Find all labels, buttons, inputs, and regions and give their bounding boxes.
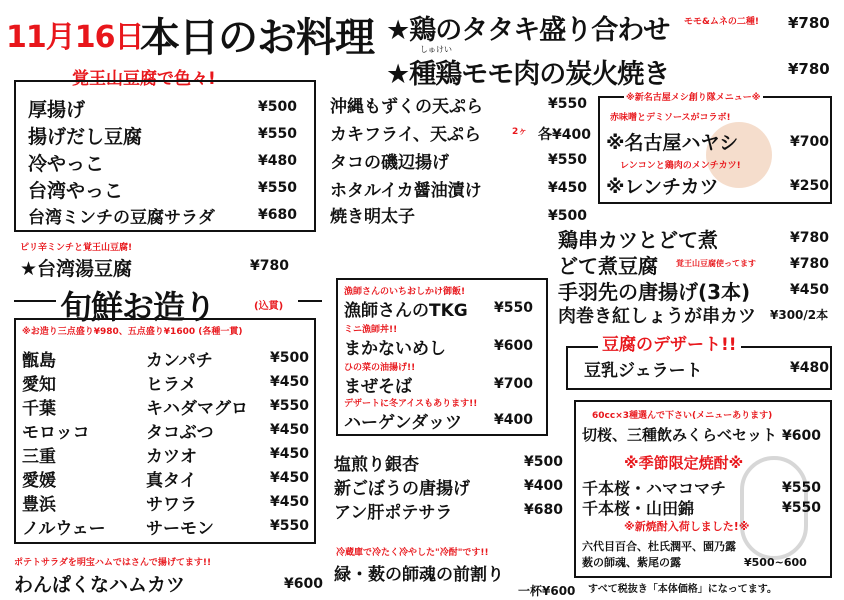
list-item-price: ¥550 <box>548 152 587 168</box>
dessert-item: 豆乳ジェラート <box>584 361 703 381</box>
sashimi-origin: 三重 <box>22 447 56 467</box>
sashimi-rule-left <box>14 300 56 302</box>
list-item-price: ¥400 <box>524 478 563 494</box>
fisherman-item1: 漁師さんのTKG <box>344 301 468 321</box>
sashimi-origin: 甑島 <box>22 351 56 371</box>
sashimi-rule-right <box>298 300 322 302</box>
list-item-price: ¥500 <box>524 454 563 470</box>
tasting-set: 切桜、三種飲みくらべセット <box>582 426 778 444</box>
sashimi-origin: 愛知 <box>22 375 56 395</box>
tofu-extra-name: ★台湾湯豆腐 <box>20 258 133 280</box>
nagoya-item1: ※名古屋ハヤシ <box>606 132 739 154</box>
list-item: 手羽先の唐揚げ(3本) <box>558 280 751 304</box>
fisherman-note2: ミニ漁師丼!! <box>344 325 398 335</box>
sashimi-origin: 愛媛 <box>22 471 56 491</box>
list-item: 焼き明太子 <box>330 207 415 227</box>
sashimi-fish: 真タイ <box>146 471 197 491</box>
season-item2: 千本桜・山田錦 <box>582 499 695 518</box>
sashimi-origin: ノルウェー <box>22 519 106 539</box>
list-item: 揚げだし豆腐 <box>28 126 143 148</box>
list-item-price: ¥550 <box>548 96 587 112</box>
reishu-price: 一杯¥600 <box>518 584 576 598</box>
list-item: ホタルイカ醤油漬け <box>330 181 482 201</box>
page-title: 本日のお料理 <box>140 15 374 61</box>
sashimi-origin: 豊浜 <box>22 495 56 515</box>
sashimi-price: ¥550 <box>270 398 309 414</box>
reishu-name: 緑・薮の師魂の前割り <box>334 565 504 585</box>
list-item: アン肝ポテサラ <box>334 503 453 523</box>
sashimi-price: ¥450 <box>270 494 309 510</box>
list-item-price: ¥500 <box>548 208 587 224</box>
list-item-price: ¥780 <box>790 230 829 246</box>
nagoya-item2: ※レンチカツ <box>606 176 719 198</box>
nagoya-note2: レンコンと鶏肉のメンチカツ! <box>620 161 741 171</box>
special2-ruby: しゅけい <box>420 45 452 54</box>
sashimi-price: ¥500 <box>270 350 309 366</box>
sashimi-origin: 千葉 <box>22 399 56 419</box>
list-item: 台湾やっこ <box>28 180 124 202</box>
list-item: 厚揚げ <box>28 99 86 121</box>
season-item1: 千本桜・ハマコマチ <box>582 479 727 498</box>
list-item-price: ¥500 <box>258 99 297 115</box>
list-item-price: ¥450 <box>790 282 829 298</box>
fisherman-price3: ¥700 <box>494 376 533 392</box>
sashimi-origin: モロッコ <box>22 423 90 443</box>
special1-price: ¥780 <box>788 14 830 32</box>
sashimi-title-note: (込貫) <box>254 301 284 312</box>
list-item: カキフライ、天ぷら <box>330 125 481 145</box>
list-item: どて煮豆腐 <box>558 254 658 278</box>
list-item: 台湾ミンチの豆腐サラダ <box>28 208 215 228</box>
shochu-list2: 薮の師魂、紫尾の露 <box>582 556 681 569</box>
season-header: ※季節限定焼酎※ <box>624 454 744 472</box>
fisherman-note4: デザートに冬アイスもあります!! <box>344 399 478 409</box>
sashimi-price: ¥450 <box>270 470 309 486</box>
hamkatsu-price: ¥600 <box>284 576 323 592</box>
list-item-price: ¥300/2本 <box>770 308 829 322</box>
sashimi-fish: カツオ <box>146 447 197 467</box>
shochu-list1: 六代目百合、杜氏潤平、園乃露 <box>582 540 736 553</box>
list-item: 新ごぼうの唐揚げ <box>334 479 470 499</box>
sashimi-price: ¥450 <box>270 374 309 390</box>
tofu-extra-price: ¥780 <box>250 258 289 274</box>
sashimi-fish: タコぶつ <box>146 423 214 443</box>
season-price1: ¥550 <box>782 480 821 496</box>
fisherman-price2: ¥600 <box>494 338 533 354</box>
tofu-heading: 覚王山豆腐で色々! <box>72 69 216 89</box>
list-item-price: ¥550 <box>258 126 297 142</box>
fisherman-price1: ¥550 <box>494 300 533 316</box>
tasting-price: ¥600 <box>782 428 821 444</box>
list-item-price: ¥550 <box>258 180 297 196</box>
season-price2: ¥550 <box>782 500 821 516</box>
sashimi-fish: キハダマグロ <box>146 399 248 419</box>
fisherman-note1: 漁師さんのいちおしかけ御飯! <box>344 287 466 297</box>
tofu-note: ピリ辛ミンチと覚王山豆腐! <box>20 243 133 253</box>
fisherman-note3: ひの菜の油揚げ!! <box>344 363 416 373</box>
list-item: 冷やっこ <box>28 153 105 175</box>
sashimi-price: ¥450 <box>270 422 309 438</box>
list-item-price: 各¥400 <box>538 127 591 143</box>
list-item: 沖縄もずくの天ぷら <box>330 97 483 117</box>
date-label: 11月16日 <box>6 20 144 55</box>
fisherman-item4: ハーゲンダッツ <box>344 413 462 433</box>
fisherman-item2: まかないめし <box>344 339 446 359</box>
special2-name: ★種鶏モモ肉の炭火焼き <box>386 59 670 90</box>
special1-note: モモ&ムネの二種! <box>684 17 759 27</box>
sashimi-fish: サーモン <box>146 519 214 539</box>
special2-price: ¥780 <box>788 60 830 78</box>
reishu-note: 冷蔵庫で冷たく冷やした"冷酎"です!! <box>336 548 489 558</box>
list-item: 肉巻き紅しょうが串カツ <box>558 306 756 327</box>
dote-note: 覚王山豆腐使ってます <box>676 259 756 268</box>
list-item: 塩煎り銀杏 <box>334 455 419 475</box>
nagoya-price2: ¥250 <box>790 178 829 194</box>
list-item-price: ¥680 <box>258 207 297 223</box>
list-item-price: ¥680 <box>524 502 563 518</box>
sashimi-price: ¥450 <box>270 446 309 462</box>
tax-footer: すべて税抜き「本体価格」になってます。 <box>588 584 777 595</box>
nagoya-price1: ¥700 <box>790 134 829 150</box>
list-item-price: ¥780 <box>790 256 829 272</box>
sashimi-price: ¥550 <box>270 518 309 534</box>
nagoya-header: ※新名古屋メシ創り隊メニュー※ <box>624 90 763 103</box>
list-item-price: ¥480 <box>258 153 297 169</box>
sashimi-fish: サワラ <box>146 495 197 515</box>
sashimi-fish: カンパチ <box>146 351 213 371</box>
fisherman-price4: ¥400 <box>494 412 533 428</box>
list-item-price: ¥450 <box>548 180 587 196</box>
dessert-price: ¥480 <box>790 360 829 376</box>
fisherman-item3: まぜそば <box>344 377 412 397</box>
list-item: 鶏串カツとどて煮 <box>558 228 718 252</box>
hamkatsu-name: わんぱくなハムカツ <box>14 574 186 596</box>
special1-name: ★鶏のタタキ盛り合わせ <box>386 15 670 46</box>
sashimi-fish: ヒラメ <box>146 375 197 395</box>
dessert-heading: 豆腐のデザート!! <box>598 330 741 355</box>
sashimi-sub-note: ※お造り三点盛り¥980、五点盛り¥1600 (各種一貫) <box>22 327 243 337</box>
sake-top-note: 60cc×3種選んで下さい(メニューあります) <box>592 411 773 421</box>
kaki-count-note: 2ヶ <box>512 127 528 137</box>
list-item: タコの磯辺揚げ <box>330 153 449 173</box>
new-shochu-note: ※新焼酎入荷しました!※ <box>624 520 750 533</box>
shochu-list-price: ¥500~600 <box>744 556 807 569</box>
sashimi-title: 旬鮮お造り <box>60 288 216 326</box>
nagoya-note1: 赤味噌とデミソースがコラボ! <box>610 113 731 123</box>
hamkatsu-note: ポテトサラダを明宝ハムではさんで揚げてます!! <box>14 558 212 568</box>
